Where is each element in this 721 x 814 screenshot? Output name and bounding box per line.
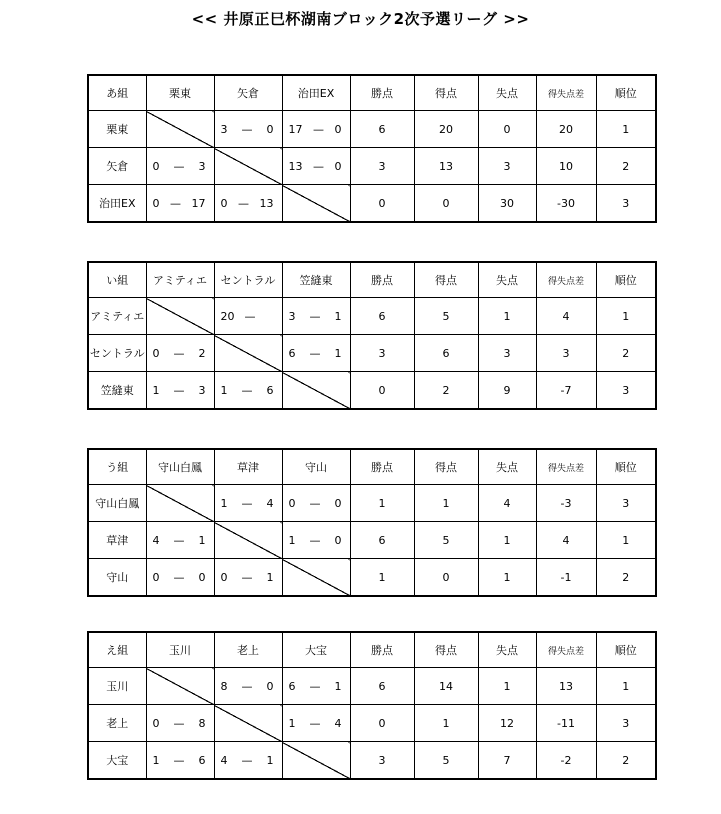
score-against: 6: [198, 753, 206, 767]
score-against: 0: [266, 122, 274, 136]
self-match-cell: [146, 668, 214, 705]
score-line: [147, 754, 214, 767]
score-for: 0: [152, 570, 160, 584]
score-dash: —: [244, 309, 256, 323]
score-for: 6: [288, 679, 296, 693]
score-dash: —: [241, 679, 253, 693]
self-match-cell: [282, 559, 350, 597]
rank: 3: [596, 372, 656, 410]
score-for: 3: [288, 309, 296, 323]
score-for: 0: [220, 196, 228, 210]
opponent-header: 治田EX: [282, 75, 350, 111]
team-name: 栗東: [88, 111, 146, 148]
points: 6: [350, 298, 414, 335]
goal-difference: -2: [536, 742, 596, 780]
score-dash: —: [173, 383, 185, 397]
score-for: 1: [220, 383, 228, 397]
rank: 3: [596, 485, 656, 522]
score-line: [147, 571, 214, 584]
match-result: [146, 335, 214, 372]
league-table: [87, 74, 657, 223]
score-for: 1: [152, 753, 160, 767]
score-against: 3: [198, 159, 206, 173]
score-line: [283, 497, 350, 510]
match-result: [282, 485, 350, 522]
goal-difference: -3: [536, 485, 596, 522]
rank: 1: [596, 522, 656, 559]
score-for: 0: [152, 346, 160, 360]
column-header: 勝点: [350, 632, 414, 668]
rank: 2: [596, 559, 656, 597]
score-line: [215, 680, 282, 693]
score-dash: —: [309, 533, 321, 547]
score-against: 4: [334, 716, 342, 730]
rank: 2: [596, 148, 656, 185]
goals-for: 14: [414, 668, 478, 705]
goals-for: 1: [414, 485, 478, 522]
team-name: 治田EX: [88, 185, 146, 223]
score-line: [283, 310, 350, 323]
goal-difference: 4: [536, 298, 596, 335]
goals-for: 0: [414, 559, 478, 597]
team-row: [88, 668, 656, 705]
score-line: [215, 197, 282, 210]
score-line: [147, 160, 214, 173]
opponent-header: 笠縫東: [282, 262, 350, 298]
opponent-header: 矢倉: [214, 75, 282, 111]
score-against: 6: [266, 383, 274, 397]
score-against: 0: [198, 570, 206, 584]
score-dash: —: [309, 346, 321, 360]
opponent-header: 大宝: [282, 632, 350, 668]
match-result: [282, 148, 350, 185]
score-dash: —: [173, 346, 185, 360]
score-for: 4: [152, 533, 160, 547]
page-title: << 井原正巳杯湖南ブロック2次予選リーグ >>: [191, 10, 530, 28]
match-result: [282, 298, 350, 335]
rank: 3: [596, 185, 656, 223]
match-result: [146, 372, 214, 410]
opponent-header: アミティエ: [146, 262, 214, 298]
score-against: 1: [334, 346, 342, 360]
self-match-cell: [282, 372, 350, 410]
self-match-cell: [146, 111, 214, 148]
goals-against: 0: [478, 111, 536, 148]
opponent-header: 守山: [282, 449, 350, 485]
team-name: 玉川: [88, 668, 146, 705]
column-header: 失点: [478, 75, 536, 111]
score-against: 0: [334, 122, 342, 136]
rank: 1: [596, 298, 656, 335]
team-row: [88, 485, 656, 522]
column-header: 勝点: [350, 262, 414, 298]
rank: 2: [596, 335, 656, 372]
points: 3: [350, 148, 414, 185]
points: 6: [350, 522, 414, 559]
match-result: [214, 485, 282, 522]
goals-against: 3: [478, 148, 536, 185]
score-against: 1: [266, 570, 274, 584]
column-header: 失点: [478, 262, 536, 298]
column-header: 得失点差: [536, 262, 596, 298]
score-dash: —: [241, 496, 253, 510]
team-name: セントラル: [88, 335, 146, 372]
match-result: [214, 111, 282, 148]
column-header: 得失点差: [536, 449, 596, 485]
score-against: 1: [198, 533, 206, 547]
column-header: 順位: [596, 449, 656, 485]
match-result: [146, 148, 214, 185]
score-against: 0: [266, 679, 274, 693]
goal-difference: 13: [536, 668, 596, 705]
column-header: 失点: [478, 449, 536, 485]
score-for: 20: [220, 309, 235, 323]
goals-against: 30: [478, 185, 536, 223]
score-against: 0: [334, 496, 342, 510]
score-dash: —: [173, 533, 185, 547]
score-dash: —: [241, 122, 253, 136]
match-result: [282, 111, 350, 148]
goals-for: 0: [414, 185, 478, 223]
goals-against: 1: [478, 559, 536, 597]
column-header: 得点: [414, 262, 478, 298]
league-table: [87, 631, 657, 780]
team-name: アミティエ: [88, 298, 146, 335]
team-name: 草津: [88, 522, 146, 559]
match-result: [146, 742, 214, 780]
score-for: 1: [288, 716, 296, 730]
score-against: 3: [198, 383, 206, 397]
score-for: 0: [152, 159, 160, 173]
match-result: [146, 522, 214, 559]
team-row: [88, 148, 656, 185]
self-match-cell: [214, 705, 282, 742]
score-line: [283, 347, 350, 360]
self-match-cell: [214, 522, 282, 559]
score-against: 8: [198, 716, 206, 730]
header-row: [88, 75, 656, 111]
match-result: [214, 372, 282, 410]
rank: 1: [596, 668, 656, 705]
goals-for: 5: [414, 522, 478, 559]
score-against: 17: [191, 196, 206, 210]
goal-difference: -30: [536, 185, 596, 223]
goal-difference: -1: [536, 559, 596, 597]
team-row: [88, 522, 656, 559]
team-row: [88, 185, 656, 223]
team-row: [88, 335, 656, 372]
match-result: [214, 742, 282, 780]
score-dash: —: [238, 196, 249, 210]
group-name: い組: [88, 262, 146, 298]
column-header: 得点: [414, 75, 478, 111]
opponent-header: 老上: [214, 632, 282, 668]
score-for: 0: [220, 570, 228, 584]
score-line: [283, 680, 350, 693]
self-match-cell: [146, 298, 214, 335]
score-line: [283, 160, 350, 173]
score-line: [215, 123, 282, 136]
score-against: 1: [334, 679, 342, 693]
goal-difference: 20: [536, 111, 596, 148]
goals-for: 2: [414, 372, 478, 410]
score-for: 4: [220, 753, 228, 767]
match-result: [146, 559, 214, 597]
goals-against: 7: [478, 742, 536, 780]
score-line: [147, 197, 214, 210]
match-result: [146, 705, 214, 742]
team-name: 笠縫東: [88, 372, 146, 410]
score-line: [215, 754, 282, 767]
team-name: 矢倉: [88, 148, 146, 185]
score-for: 0: [152, 196, 160, 210]
score-for: 0: [152, 716, 160, 730]
goals-against: 1: [478, 522, 536, 559]
match-result: [146, 185, 214, 223]
score-line: [147, 534, 214, 547]
self-match-cell: [282, 742, 350, 780]
self-match-cell: [146, 485, 214, 522]
score-line: [283, 717, 350, 730]
goal-difference: 4: [536, 522, 596, 559]
score-dash: —: [170, 196, 181, 210]
score-dash: —: [309, 679, 321, 693]
score-line: [283, 534, 350, 547]
match-result: [214, 298, 282, 335]
column-header: 順位: [596, 75, 656, 111]
score-dash: —: [241, 753, 253, 767]
score-line: [215, 497, 282, 510]
score-dash: —: [173, 753, 185, 767]
match-result: [214, 559, 282, 597]
score-dash: —: [173, 570, 185, 584]
score-against: 1: [334, 309, 342, 323]
column-header: 得失点差: [536, 75, 596, 111]
group-name: あ組: [88, 75, 146, 111]
score-against: 0: [334, 533, 342, 547]
match-result: [282, 705, 350, 742]
goals-for: 6: [414, 335, 478, 372]
goals-for: 1: [414, 705, 478, 742]
team-name: 老上: [88, 705, 146, 742]
goals-against: 3: [478, 335, 536, 372]
match-result: [282, 522, 350, 559]
column-header: 得点: [414, 632, 478, 668]
score-against: 4: [266, 496, 274, 510]
match-result: [282, 335, 350, 372]
group-name: え組: [88, 632, 146, 668]
score-line: [215, 571, 282, 584]
goals-against: 4: [478, 485, 536, 522]
points: 0: [350, 372, 414, 410]
score-for: 17: [288, 122, 303, 136]
opponent-header: セントラル: [214, 262, 282, 298]
score-dash: —: [173, 159, 185, 173]
score-for: 6: [288, 346, 296, 360]
goals-against: 1: [478, 298, 536, 335]
header-row: [88, 449, 656, 485]
score-for: 3: [220, 122, 228, 136]
score-dash: —: [241, 570, 253, 584]
goal-difference: -11: [536, 705, 596, 742]
goal-difference: -7: [536, 372, 596, 410]
score-dash: —: [313, 159, 324, 173]
opponent-header: 玉川: [146, 632, 214, 668]
score-dash: —: [309, 309, 321, 323]
league-table: [87, 261, 657, 410]
team-row: [88, 298, 656, 335]
rank: 2: [596, 742, 656, 780]
score-line: [283, 123, 350, 136]
opponent-header: 草津: [214, 449, 282, 485]
score-dash: —: [313, 122, 324, 136]
score-dash: —: [309, 496, 321, 510]
rank: 3: [596, 705, 656, 742]
score-for: 8: [220, 679, 228, 693]
score-dash: —: [173, 716, 185, 730]
header-row: [88, 632, 656, 668]
goals-for: 13: [414, 148, 478, 185]
points: 1: [350, 485, 414, 522]
column-header: 得失点差: [536, 632, 596, 668]
goals-for: 20: [414, 111, 478, 148]
score-line: [215, 310, 282, 323]
column-header: 得点: [414, 449, 478, 485]
team-row: [88, 742, 656, 780]
team-row: [88, 705, 656, 742]
team-name: 守山白鳳: [88, 485, 146, 522]
match-result: [282, 668, 350, 705]
score-line: [215, 384, 282, 397]
score-against: 0: [334, 159, 342, 173]
score-for: 13: [288, 159, 303, 173]
team-row: [88, 559, 656, 597]
points: 3: [350, 335, 414, 372]
column-header: 順位: [596, 262, 656, 298]
column-header: 順位: [596, 632, 656, 668]
points: 0: [350, 705, 414, 742]
header-row: [88, 262, 656, 298]
column-header: 勝点: [350, 449, 414, 485]
column-header: 勝点: [350, 75, 414, 111]
team-name: 守山: [88, 559, 146, 597]
match-result: [214, 668, 282, 705]
goals-against: 9: [478, 372, 536, 410]
score-line: [147, 384, 214, 397]
goal-difference: 3: [536, 335, 596, 372]
score-line: [147, 717, 214, 730]
score-against: 13: [259, 196, 274, 210]
score-for: 1: [288, 533, 296, 547]
self-match-cell: [282, 185, 350, 223]
score-against: 2: [198, 346, 206, 360]
group-name: う組: [88, 449, 146, 485]
goals-against: 12: [478, 705, 536, 742]
goals-for: 5: [414, 742, 478, 780]
points: 6: [350, 668, 414, 705]
goal-difference: 10: [536, 148, 596, 185]
opponent-header: 栗東: [146, 75, 214, 111]
goals-for: 5: [414, 298, 478, 335]
match-result: [214, 185, 282, 223]
team-row: [88, 111, 656, 148]
opponent-header: 守山白鳳: [146, 449, 214, 485]
score-for: 0: [288, 496, 296, 510]
score-dash: —: [309, 716, 321, 730]
points: 6: [350, 111, 414, 148]
self-match-cell: [214, 148, 282, 185]
score-for: 1: [152, 383, 160, 397]
points: 1: [350, 559, 414, 597]
points: 3: [350, 742, 414, 780]
score-line: [147, 347, 214, 360]
points: 0: [350, 185, 414, 223]
goals-against: 1: [478, 668, 536, 705]
score-against: 1: [266, 753, 274, 767]
rank: 1: [596, 111, 656, 148]
team-row: [88, 372, 656, 410]
self-match-cell: [214, 335, 282, 372]
score-dash: —: [241, 383, 253, 397]
team-name: 大宝: [88, 742, 146, 780]
league-table: [87, 448, 657, 597]
score-for: 1: [220, 496, 228, 510]
column-header: 失点: [478, 632, 536, 668]
